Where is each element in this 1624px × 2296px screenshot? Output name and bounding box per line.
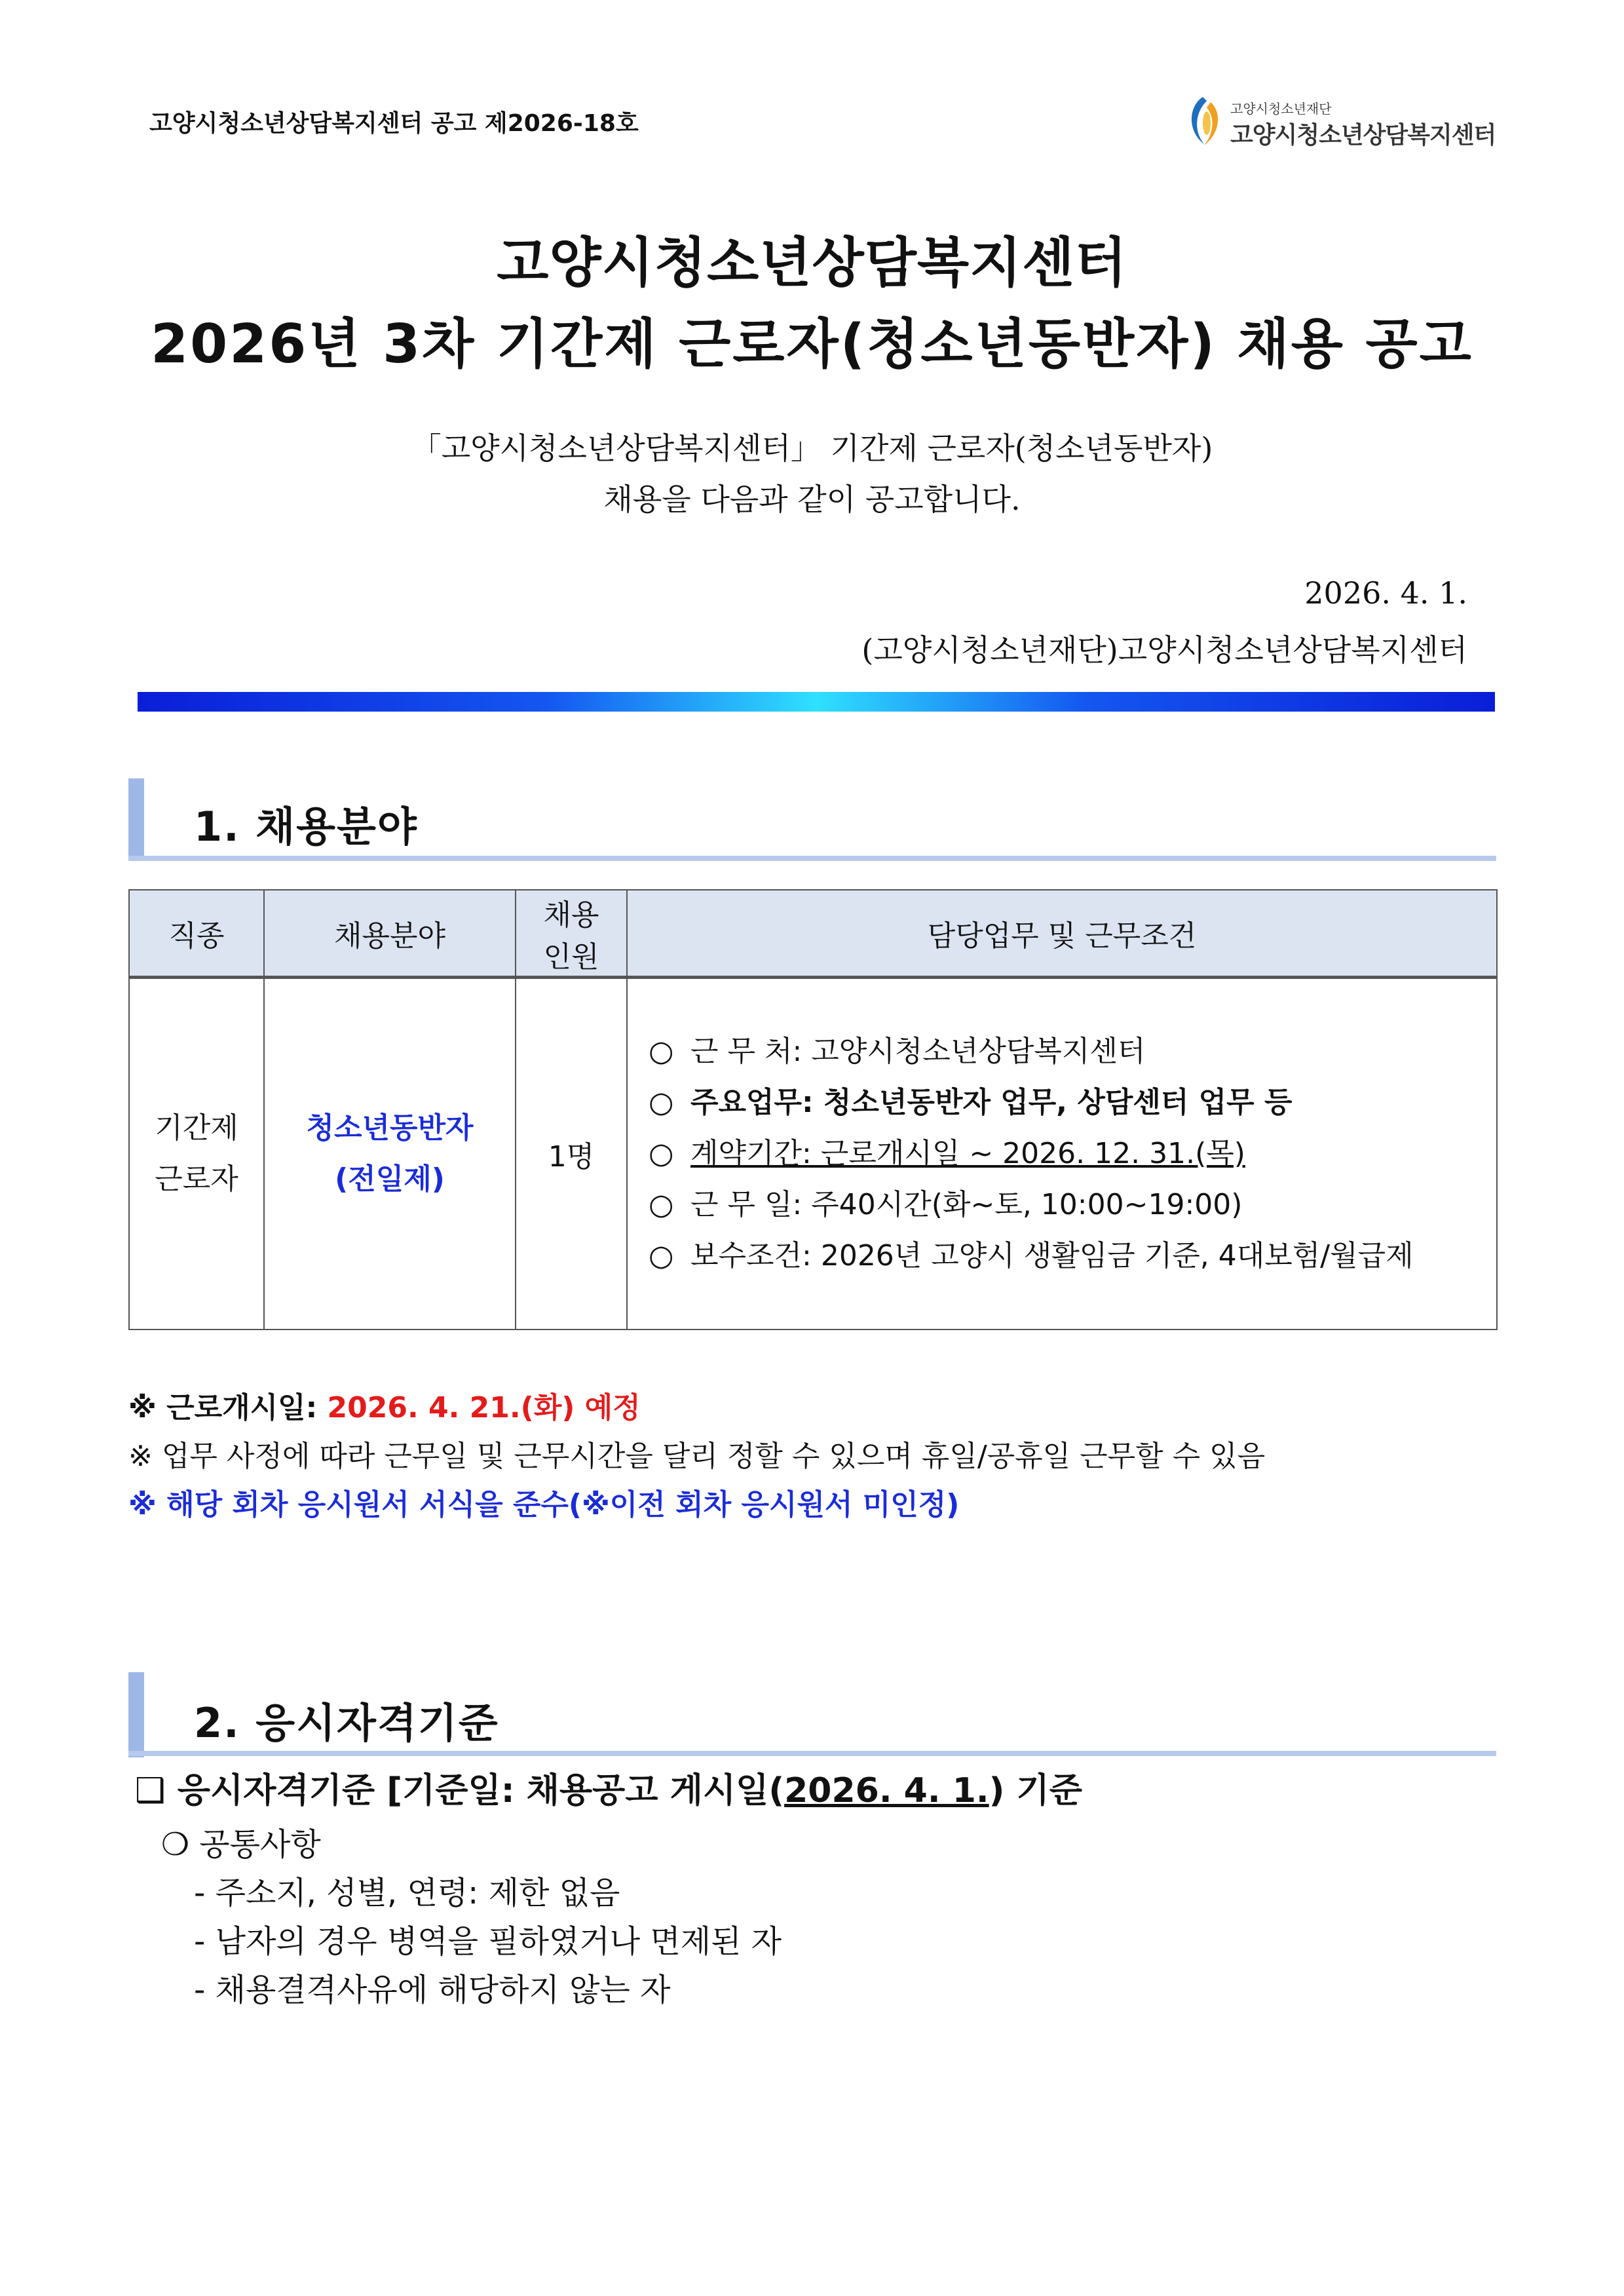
issuing-organization: (고양시청소년재단)고양시청소년상담복지센터 [861, 632, 1467, 668]
circle-bullet-icon: ○ [649, 1137, 674, 1170]
header-duties: 담당업무 및 근무조건 [627, 890, 1497, 978]
cell-job-type [129, 978, 264, 1330]
page-title-line2: 2026년 3차 기간제 근로자(청소년동반자) 채용 공고 [151, 313, 1473, 375]
intro-line1: 「고양시청소년상담복지센터」 기간제 근로자(청소년동반자) [411, 430, 1213, 466]
logo-title: 고양시청소년상담복지센터 [1230, 122, 1496, 149]
hollow-circle-bullet-icon: ❍ [161, 1826, 190, 1863]
table-header-row [129, 890, 1497, 978]
page-title-line1: 고양시청소년상담복지센터 [497, 232, 1127, 294]
circle-bullet-icon: ○ [649, 1035, 674, 1068]
table-row [129, 978, 1497, 1330]
duty-item [649, 1077, 1496, 1128]
note-application-form: ※ 해당 회차 응시원서 서식을 준수(※이전 회차 응시원서 미인정) [128, 1488, 960, 1521]
note-start-label: ※ 근로개시일: [128, 1391, 328, 1425]
section2-title: 2. 응시자격기준 [194, 1699, 499, 1747]
intro-line2: 채용을 다음과 같이 공고합니다. [603, 482, 1021, 517]
duty-text: 계약기간: 근로개시일 ~ 2026. 12. 31.(목) [690, 1137, 1245, 1170]
section1-title: 1. 채용분야 [194, 803, 418, 851]
requirement-item: - 채용결격사유에 해당하지 않는 자 [194, 1972, 671, 2008]
cell-field [264, 978, 516, 1330]
section2-underline [128, 1751, 1496, 1756]
checkbox-bullet-icon: ❑ [135, 1771, 166, 1810]
logo-subtitle: 고양시청소년재단 [1230, 101, 1332, 117]
duty-text: 보수조건: 2026년 고양시 생활임금 기준, 4대보험/월급제 [690, 1239, 1414, 1272]
recruitment-table [128, 889, 1498, 1330]
duty-item [649, 1026, 1496, 1077]
notice-number: 고양시청소년상담복지센터 공고 제2026-18호 [149, 110, 639, 137]
job-type-line2: 근로자 [155, 1162, 238, 1196]
criteria-heading [135, 1763, 1082, 1812]
duty-item [649, 1128, 1496, 1179]
circle-bullet-icon: ○ [649, 1188, 674, 1221]
duty-item [649, 1231, 1496, 1282]
requirement-item: - 주소지, 성별, 연령: 제한 없음 [194, 1875, 620, 1911]
foundation-logo-icon [1184, 93, 1228, 148]
duty-text: 근 무 일: 주40시간(화~토, 10:00~19:00) [690, 1188, 1243, 1221]
note-start-value: 2026. 4. 21.(화) 예정 [327, 1391, 641, 1425]
header-field: 채용분야 [264, 890, 516, 978]
decorative-gradient-bar [138, 692, 1495, 712]
header-job-type: 직종 [129, 890, 264, 978]
notice-date: 2026. 4. 1. [1304, 575, 1467, 611]
section1-accent-bar [128, 778, 144, 861]
criteria-heading-date: 2026. 4. 1. [784, 1771, 989, 1810]
header-count-line2: 인원 [543, 940, 599, 974]
cell-duties [627, 978, 1497, 1330]
note-schedule: ※ 업무 사정에 따라 근무일 및 근무시간을 달리 정할 수 있으며 휴일/공휴일 근무할 수 있음 [128, 1440, 1266, 1473]
common-requirements [161, 1819, 321, 1864]
criteria-heading-post: ) 기준 [989, 1771, 1082, 1810]
header-count-line1: 채용 [543, 898, 599, 932]
header-count [516, 890, 627, 978]
section2-accent-bar [128, 1672, 144, 1757]
criteria-heading-pre: 응시자격기준 [기준일: 채용공고 게시일( [177, 1771, 785, 1810]
common-requirements-label: 공통사항 [199, 1826, 321, 1863]
duty-item [649, 1179, 1496, 1231]
requirement-item: - 남자의 경우 병역을 필하였거나 면제된 자 [194, 1923, 782, 1960]
section1-underline [128, 856, 1496, 861]
field-line2: (전일제) [335, 1162, 445, 1196]
duty-text: 주요업무: 청소년동반자 업무, 상담센터 업무 등 [690, 1086, 1293, 1119]
cell-count: 1명 [516, 978, 627, 1330]
field-line1: 청소년동반자 [306, 1111, 474, 1145]
duty-text: 근 무 처: 고양시청소년상담복지센터 [690, 1035, 1146, 1068]
circle-bullet-icon: ○ [649, 1086, 674, 1119]
circle-bullet-icon: ○ [649, 1239, 674, 1272]
job-type-line1: 기간제 [155, 1111, 238, 1145]
note-start-date [128, 1384, 641, 1426]
